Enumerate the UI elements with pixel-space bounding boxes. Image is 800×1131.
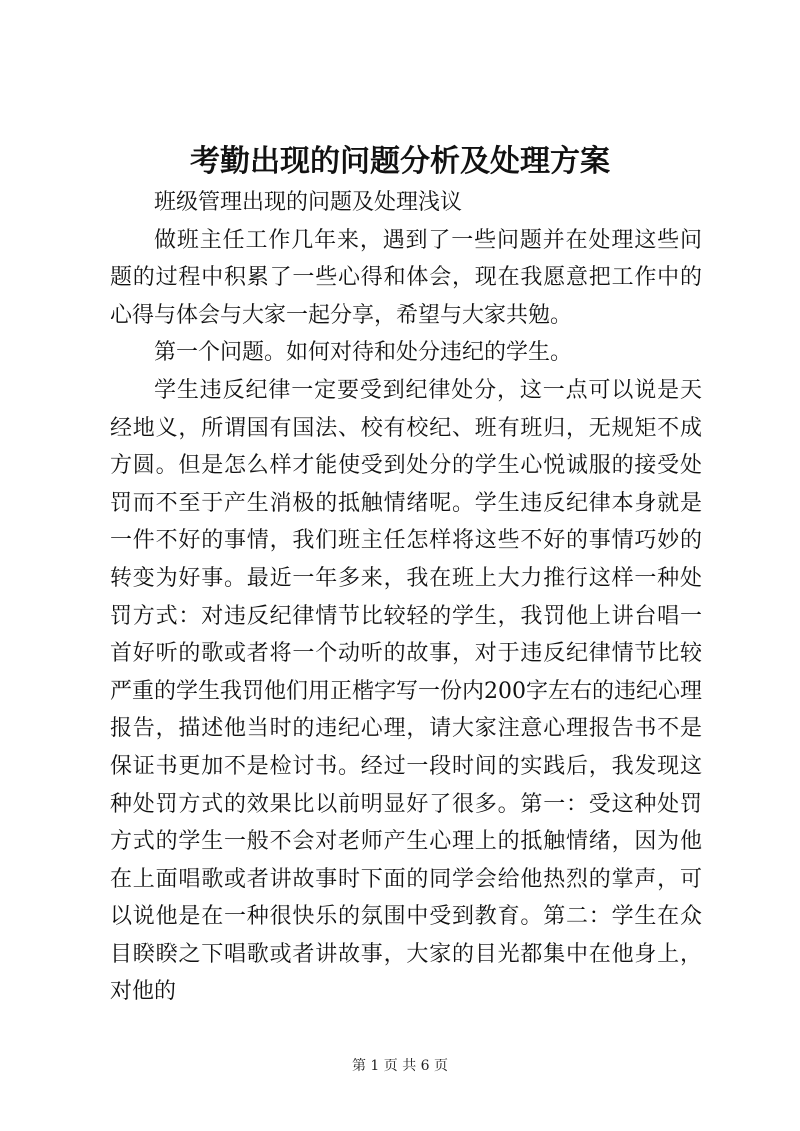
paragraph: 学生违反纪律一定要受到纪律处分，这一点可以说是天经地义，所谓国有国法、校有校纪、班有班归，无规矩不成方圆。但是怎么样才能使受到处分的学生心悦诚服的接受处罚而不至于产生消极的抵触情绪呢。学生违反纪律本身就是一件不好的事情，我们班主任怎样将这些不好的事情巧妙的转变为好事。最近一年多来，我在班上大力推行这样一种处罚方式：对违反纪律情节比较轻的学生，我罚他上讲台唱一首好听的歌或者将一个动听的故事，对于违反纪律情节比较严重的学生我罚他们用正楷字写一份内200字左右的违纪心理报告，描述他当时的违纪心理，请大家注意心理报告书不是保证书更加不是检讨书。经过一段时间的实践后，我发现这种处罚方式的效果比以前明显好了很多。第一：受这种处罚方式的学生一般不会对老师产生心理上的抵触情绪，因为他在上面唱歌或者讲故事时下面的同学会给他热烈的掌声，可以说他是在一种很快乐的氛围中受到教育。第二：学生在众目睽睽之下唱歌或者讲故事，大家的目光都集中在他身上，对他的 [110,377,702,1005]
page-indicator: 第 1 页 共 6 页 [351,1058,449,1074]
paragraph: 做班主任工作几年来，遇到了一些问题并在处理这些问题的过程中积累了一些心得和体会，现在我愿意把工作中的心得与体会与大家一起分享，希望与大家共勉。 [110,227,702,328]
document-title: 考勤出现的问题分析及处理方案 [190,144,610,179]
paragraph: 第一个问题。如何对待和处分违纪的学生。 [154,340,573,366]
document-body [110,184,702,1011]
paragraph-subtitle: 班级管理出现的问题及处理浅议 [154,190,463,215]
